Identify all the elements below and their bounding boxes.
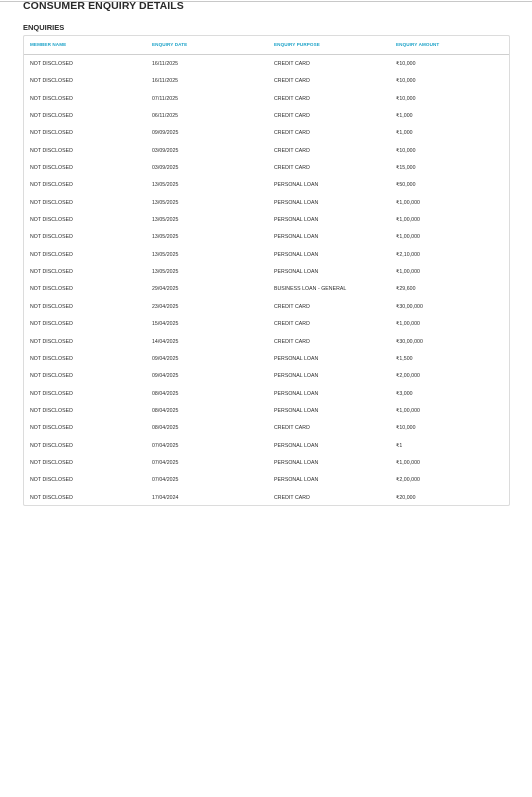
cell-enquiry-purpose: CREDIT CARD: [274, 425, 310, 432]
table-row: [24, 367, 509, 384]
cell-enquiry-date: 13/05/2025: [152, 251, 179, 258]
cell-enquiry-purpose: PERSONAL LOAN: [274, 459, 319, 466]
table-row: [24, 211, 509, 228]
cell-enquiry-date: 13/05/2025: [152, 217, 179, 224]
cell-member-name: NOT DISCLOSED: [30, 182, 73, 189]
cell-enquiry-date: 13/05/2025: [152, 234, 179, 241]
table-body: [24, 55, 509, 506]
cell-member-name: NOT DISCLOSED: [30, 95, 73, 102]
cell-member-name: NOT DISCLOSED: [30, 217, 73, 224]
header-member-name: MEMBER NAME: [30, 42, 67, 47]
header-enquiry-date: ENQUIRY DATE: [152, 42, 188, 47]
cell-enquiry-amount: ₹10,000: [396, 95, 416, 102]
cell-enquiry-amount: ₹1,000: [396, 113, 413, 120]
cell-member-name: NOT DISCLOSED: [30, 113, 73, 120]
cell-enquiry-amount: ₹2,00,000: [396, 477, 420, 484]
cell-member-name: NOT DISCLOSED: [30, 355, 73, 362]
cell-enquiry-date: 08/04/2025: [152, 425, 179, 432]
cell-enquiry-amount: ₹1,00,000: [396, 234, 420, 241]
cell-enquiry-purpose: PERSONAL LOAN: [274, 269, 319, 276]
table-row: [24, 454, 509, 471]
cell-enquiry-purpose: CREDIT CARD: [274, 113, 310, 120]
cell-enquiry-date: 07/04/2025: [152, 459, 179, 466]
cell-enquiry-amount: ₹1,00,000: [396, 269, 420, 276]
cell-enquiry-amount: ₹3,000: [396, 390, 413, 397]
cell-enquiry-amount: ₹30,00,000: [396, 303, 423, 310]
cell-enquiry-amount: ₹1,500: [396, 355, 413, 362]
cell-member-name: NOT DISCLOSED: [30, 286, 73, 293]
table-row: [24, 437, 509, 454]
cell-enquiry-amount: ₹1,000: [396, 130, 413, 137]
cell-enquiry-amount: ₹20,000: [396, 494, 416, 501]
cell-member-name: NOT DISCLOSED: [30, 442, 73, 449]
page-title: CONSUMER ENQUIRY DETAILS: [23, 0, 184, 12]
cell-enquiry-amount: ₹29,600: [396, 286, 416, 293]
cell-member-name: NOT DISCLOSED: [30, 234, 73, 241]
cell-enquiry-date: 06/11/2025: [152, 113, 179, 120]
cell-enquiry-purpose: CREDIT CARD: [274, 130, 310, 137]
cell-enquiry-date: 17/04/2024: [152, 494, 179, 501]
cell-enquiry-date: 07/04/2025: [152, 477, 179, 484]
table-row: [24, 419, 509, 436]
table-row: [24, 176, 509, 193]
cell-enquiry-amount: ₹10,000: [396, 147, 416, 154]
cell-enquiry-purpose: PERSONAL LOAN: [274, 373, 319, 380]
table-row: [24, 263, 509, 280]
cell-enquiry-amount: ₹1,00,000: [396, 407, 420, 414]
cell-enquiry-amount: ₹15,000: [396, 165, 416, 172]
table-row: [24, 107, 509, 124]
cell-enquiry-amount: ₹1,00,000: [396, 217, 420, 224]
cell-enquiry-date: 08/04/2025: [152, 390, 179, 397]
cell-member-name: NOT DISCLOSED: [30, 303, 73, 310]
cell-enquiry-amount: ₹30,00,000: [396, 338, 423, 345]
cell-enquiry-purpose: CREDIT CARD: [274, 61, 310, 67]
table-row: [24, 246, 509, 263]
cell-enquiry-purpose: CREDIT CARD: [274, 165, 310, 172]
enquiries-table: [23, 35, 510, 506]
cell-enquiry-amount: ₹10,000: [396, 78, 416, 85]
table-row: [24, 228, 509, 245]
table-row: [24, 350, 509, 367]
cell-enquiry-date: 03/09/2025: [152, 165, 179, 172]
cell-enquiry-date: 15/04/2025: [152, 321, 179, 328]
section-title: ENQUIRIES: [23, 23, 65, 32]
cell-member-name: NOT DISCLOSED: [30, 459, 73, 466]
table-header: [24, 36, 509, 55]
header-enquiry-purpose: ENQUIRY PURPOSE: [274, 42, 320, 47]
cell-member-name: NOT DISCLOSED: [30, 165, 73, 172]
cell-enquiry-date: 09/04/2025: [152, 373, 179, 380]
cell-enquiry-date: 03/09/2025: [152, 147, 179, 154]
cell-enquiry-date: 14/04/2025: [152, 338, 179, 345]
cell-enquiry-date: 09/09/2025: [152, 130, 179, 137]
cell-enquiry-purpose: CREDIT CARD: [274, 338, 310, 345]
cell-enquiry-date: 09/04/2025: [152, 355, 179, 362]
header-enquiry-amount: ENQUIRY AMOUNT: [396, 42, 440, 47]
cell-enquiry-amount: ₹1,00,000: [396, 321, 420, 328]
cell-enquiry-purpose: PERSONAL LOAN: [274, 477, 319, 484]
cell-enquiry-date: 07/04/2025: [152, 442, 179, 449]
cell-member-name: NOT DISCLOSED: [30, 78, 73, 85]
table-row: [24, 55, 509, 72]
cell-enquiry-purpose: CREDIT CARD: [274, 147, 310, 154]
cell-member-name: NOT DISCLOSED: [30, 147, 73, 154]
cell-member-name: NOT DISCLOSED: [30, 494, 73, 501]
table-row: [24, 333, 509, 350]
cell-enquiry-purpose: PERSONAL LOAN: [274, 407, 319, 414]
cell-enquiry-amount: ₹1,00,000: [396, 199, 420, 206]
cell-enquiry-purpose: CREDIT CARD: [274, 95, 310, 102]
table-row: [24, 298, 509, 315]
cell-enquiry-amount: ₹10,000: [396, 425, 416, 432]
cell-enquiry-purpose: PERSONAL LOAN: [274, 199, 319, 206]
cell-member-name: NOT DISCLOSED: [30, 199, 73, 206]
cell-enquiry-amount: ₹2,00,000: [396, 373, 420, 380]
cell-member-name: NOT DISCLOSED: [30, 130, 73, 137]
cell-member-name: NOT DISCLOSED: [30, 321, 73, 328]
table-row: [24, 471, 509, 488]
cell-enquiry-purpose: PERSONAL LOAN: [274, 251, 319, 258]
cell-member-name: NOT DISCLOSED: [30, 425, 73, 432]
table-row: [24, 90, 509, 107]
cell-enquiry-purpose: CREDIT CARD: [274, 303, 310, 310]
cell-enquiry-amount: ₹50,000: [396, 182, 416, 189]
cell-member-name: NOT DISCLOSED: [30, 61, 73, 67]
table-row: [24, 142, 509, 159]
table-row: [24, 124, 509, 141]
cell-enquiry-amount: ₹1,00,000: [396, 459, 420, 466]
cell-enquiry-date: 13/05/2025: [152, 182, 179, 189]
cell-enquiry-purpose: PERSONAL LOAN: [274, 182, 319, 189]
table-row: [24, 159, 509, 176]
table-row: [24, 280, 509, 297]
cell-member-name: NOT DISCLOSED: [30, 477, 73, 484]
table-row: [24, 315, 509, 332]
cell-enquiry-purpose: PERSONAL LOAN: [274, 217, 319, 224]
cell-enquiry-amount: ₹2,10,000: [396, 251, 420, 258]
cell-enquiry-purpose: PERSONAL LOAN: [274, 390, 319, 397]
table-row: [24, 402, 509, 419]
cell-enquiry-purpose: CREDIT CARD: [274, 321, 310, 328]
cell-enquiry-date: 13/05/2025: [152, 199, 179, 206]
cell-enquiry-purpose: CREDIT CARD: [274, 494, 310, 501]
cell-enquiry-purpose: CREDIT CARD: [274, 78, 310, 85]
table-row: [24, 194, 509, 211]
cell-enquiry-date: 08/04/2025: [152, 407, 179, 414]
cell-enquiry-date: 13/05/2025: [152, 269, 179, 276]
cell-enquiry-amount: ₹1: [396, 442, 403, 449]
cell-enquiry-date: 16/11/2025: [152, 61, 179, 67]
cell-enquiry-purpose: PERSONAL LOAN: [274, 355, 319, 362]
table-row: [24, 72, 509, 89]
cell-enquiry-purpose: BUSINESS LOAN - GENERAL: [274, 286, 347, 293]
cell-enquiry-purpose: PERSONAL LOAN: [274, 234, 319, 241]
cell-member-name: NOT DISCLOSED: [30, 338, 73, 345]
cell-enquiry-amount: ₹10,000: [396, 61, 416, 67]
cell-member-name: NOT DISCLOSED: [30, 251, 73, 258]
cell-member-name: NOT DISCLOSED: [30, 269, 73, 276]
cell-enquiry-date: 16/11/2025: [152, 78, 179, 85]
table-row: [24, 489, 509, 506]
cell-enquiry-date: 23/04/2025: [152, 303, 179, 310]
cell-enquiry-purpose: PERSONAL LOAN: [274, 442, 319, 449]
cell-member-name: NOT DISCLOSED: [30, 390, 73, 397]
cell-member-name: NOT DISCLOSED: [30, 373, 73, 380]
cell-member-name: NOT DISCLOSED: [30, 407, 73, 414]
cell-enquiry-date: 29/04/2025: [152, 286, 179, 293]
cell-enquiry-date: 07/11/2025: [152, 95, 179, 102]
table-row: [24, 385, 509, 402]
